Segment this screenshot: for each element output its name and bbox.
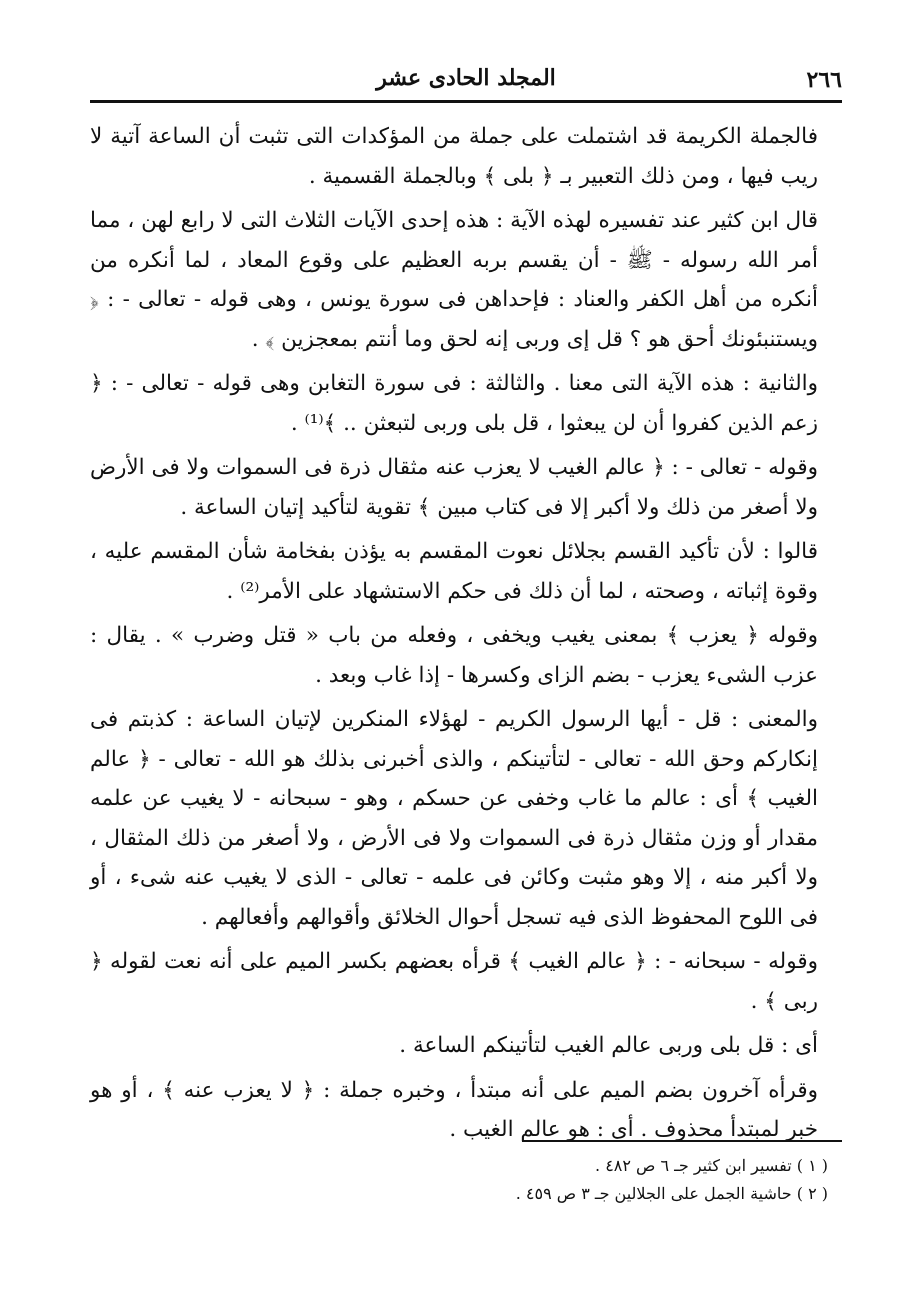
page-header xyxy=(90,60,842,103)
paragraph: وقوله - تعالى - : ﴿ عالم الغيب لا يعزب عنه مثقال ذرة فى السموات ولا فى الأرض ولا أصغر من ذلك ولا أكبر إلا فى كتاب مبين ﴾ تقوية لتأكيد إتيان الساعة . xyxy=(90,455,818,520)
volume-title: المجلد الحادى عشر xyxy=(376,65,556,91)
paragraph: قالوا : لأن تأكيد القسم بجلائل نعوت المقسم به يؤذن بفخامة شأن المقسم عليه ، وقوة إثباته ، وصحته ، لما أن ذلك فى حكم الاستشهاد على الأمر⁽²⁾ . xyxy=(90,539,818,604)
footnotes xyxy=(90,1140,842,1208)
paragraph: والمعنى : قل - أيها الرسول الكريم - لهؤلاء المنكرين لإتيان الساعة : كذبتم فى إنكاركم وحق الله - تعالى - لتأتينكم ، والذى أخبرنى بذلك هو الله - تعالى - ﴿ عالم الغيب ﴾ أى : عالم ما غاب وخفى عن حسكم ، وهو - سبحانه - لا يغيب عن علمه مقدار أو وزن مثقال ذرة فى السموات ولا فى الأرض ، ولا أصغر من ذلك المثقال ، ولا أكبر منه ، إلا وهو مثبت وكائن فى علمه - تعالى - الذى لا يغيب عنه شىء ، أو فى اللوح المحفوظ الذى فيه تسجل أحوال الخلائق وأقوالهم وأفعالهم . xyxy=(90,707,818,930)
paragraph: وقوله - سبحانه - : ﴿ عالم الغيب ﴾ قرأه بعضهم بكسر الميم على أنه نعت لقوله ﴿ ربى ﴾ . xyxy=(90,949,818,1014)
footnote-divider xyxy=(522,1140,842,1142)
paragraph: وقرأه آخرون بضم الميم على أنه مبتدأ ، وخبره جملة : ﴿ لا يعزب عنه ﴾ ، أو هو خبر لمبتدأ محذوف . أى : هو عالم الغيب . xyxy=(90,1077,818,1142)
body-text xyxy=(90,117,842,1150)
footnote: ( ١ ) تفسير ابن كثير جـ ٦ ص ٤٨٢ . xyxy=(595,1156,828,1175)
paragraph: وقوله ﴿ يعزب ﴾ بمعنى يغيب ويخفى ، وفعله من باب « قتل وضرب » . يقال : عزب الشىء يعزب - بضم الزاى وكسرها - إذا غاب وبعد . xyxy=(90,623,818,688)
footnote: ( ٢ ) حاشية الجمل على الجلالين جـ ٣ ص ٤٥٩ . xyxy=(515,1184,828,1203)
paragraph: فالجملة الكريمة قد اشتملت على جملة من المؤكدات التى تثبت أن الساعة آتية لا ريب فيها ، ومن ذلك التعبير بـ ﴿ بلى ﴾ وبالجملة القسمية . xyxy=(90,124,818,189)
book-page xyxy=(90,60,842,1240)
page-number: ٢٦٦ xyxy=(806,67,842,93)
paragraph: أى : قل بلى وربى عالم الغيب لتأتينكم الساعة . xyxy=(399,1033,818,1058)
paragraph: والثانية : هذه الآية التى معنا . والثالثة : فى سورة التغابن وهى قوله - تعالى - : ﴿ زعم الذين كفروا أن لن يبعثوا ، قل بلى وربى لتبعثن .. ﴾⁽¹⁾ . xyxy=(90,371,818,436)
paragraph: قال ابن كثير عند تفسيره لهذه الآية : هذه إحدى الآيات الثلاث التى لا رابع لهن ، مما أمر الله رسوله - ﷺ - أن يقسم بربه العظيم على وقوع المعاد ، لما أنكره من أنكره من أهل الكفر والعناد : فإحداهن فى سورة يونس ، وهى قوله - تعالى - : ﴿ ويستنبئونك أحق هو ؟ قل إى وربى إنه لحق وما أنتم بمعجزين ﴾ . xyxy=(90,208,818,352)
